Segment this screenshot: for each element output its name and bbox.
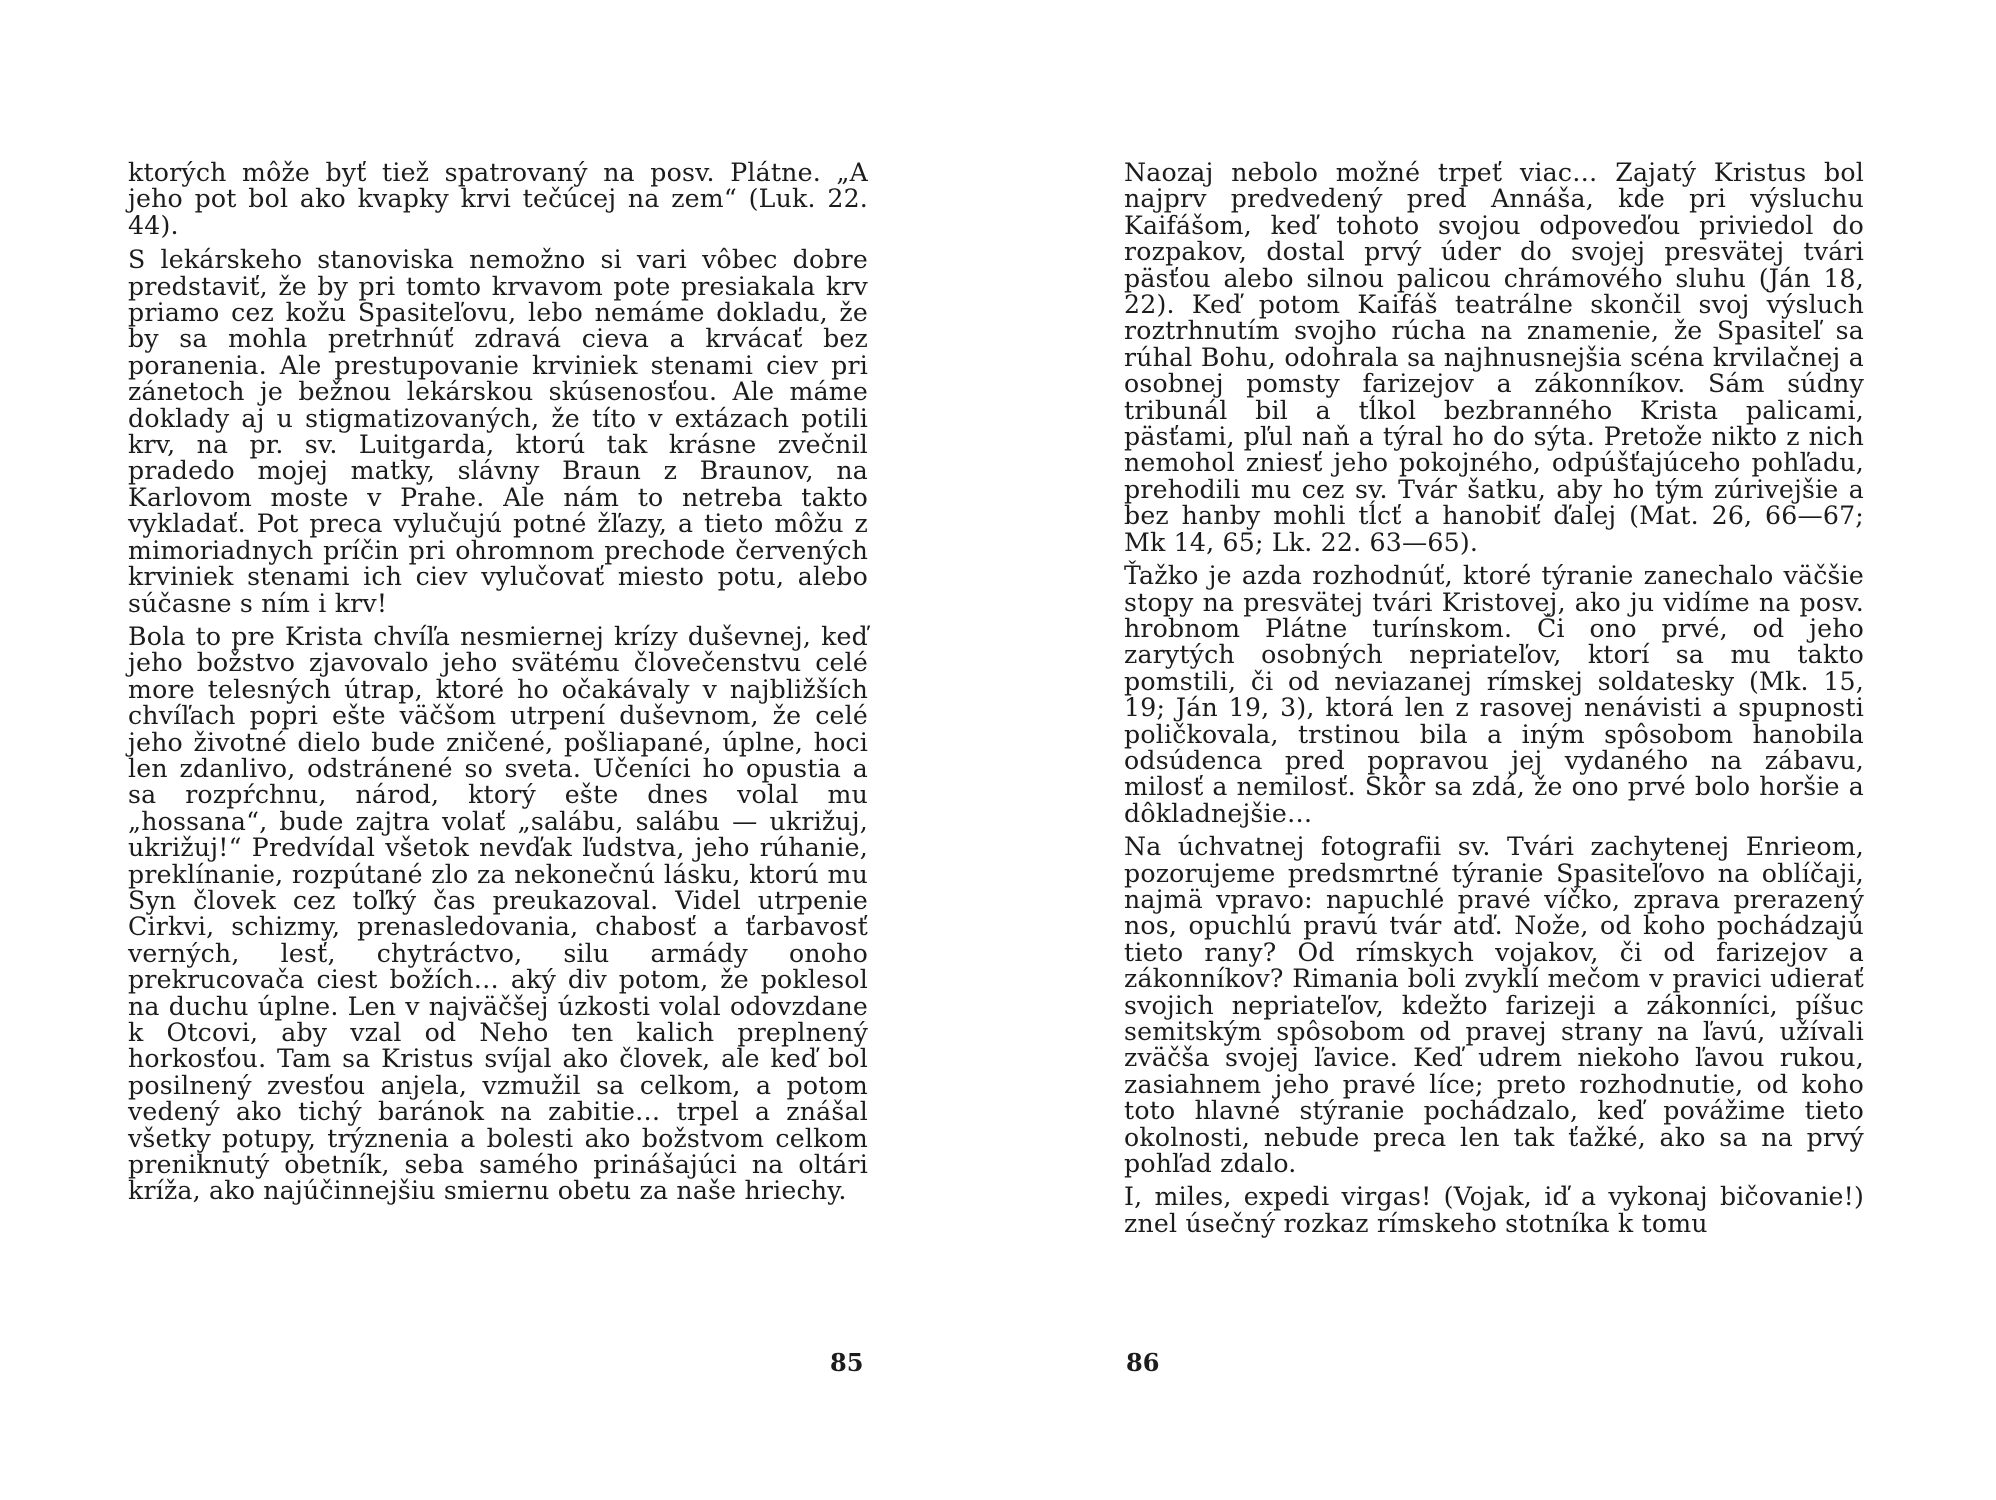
left-paragraph-2: S lekárskeho stanoviska nemožno si vari vôbec dobre predstaviť, že by pri tomto krvavom pote presiakala krv priamo cez kožu Spasiteľovu, lebo nemáme dokladu, že by sa mohla pretrhnúť zdravá cieva a krvácať bez poranenia. Ale prestupovanie krviniek stenami ciev pri zánetoch je bežnou lekárskou skúsenosťou. Ale máme doklady aj u stigmatizovaných, že títo v extázach potili krv, na pr. sv. Luitgarda, ktorú tak krásne zvečnil pradedo mojej matky, slávny Braun z Braunov, na Karlovom moste v Prahe. Ale nám to netreba takto vykladať. Pot preca vylučujú potné žľazy, a tieto môžu z mimoriadnych príčin pri ohromnom prechode červených krviniek stenami ich ciev vylučovať miesto potu, alebo súčasne s ním i krv!: [128, 245, 868, 618]
left-page-number: 85: [830, 1348, 864, 1377]
right-paragraph-4: I, miles, expedi virgas! (Vojak, iď a vykonaj bičovanie!) znel úsečný rozkaz rímskeho stotníka k tomu: [1124, 1182, 1864, 1238]
right-page: [998, 0, 1996, 1500]
right-paragraph-1: Naozaj nebolo možné trpeť viac… Zajatý Kristus bol najprv predvedený pred Annáša, kde pri výsluchu Kaifášom, keď tohoto svojou odpoveďou priviedol do rozpakov, dostal prvý úder do svojej presvätej tvári päsťou alebo silnou palicou chrámového sluhu (Ján 18, 22). Keď potom Kaifáš teatrálne skončil svoj výsluch roztrhnutím svojho rúcha na znamenie, že Spasiteľ sa rúhal Bohu, odohrala sa najhnusnejšia scéna krvilačnej a osobnej pomsty farizejov a zákonníkov. Sám súdny tribunál bil a tĺkol bezbranného Krista palicami, päsťami, pľul naň a týral ho do sýta. Pretože nikto z nich nemohol zniesť jeho pokojného, odpúšťajúceho pohľadu, prehodili mu cez sv. Tvár šatku, aby ho tým zúrivejšie a bez hanby mohli tĺcť a hanobiť ďalej (Mat. 26, 66—67; Mk 14, 65; Lk. 22. 63—65).: [1124, 158, 1864, 557]
left-page-text: [128, 160, 868, 1212]
right-paragraph-2: Ťažko je azda rozhodnúť, ktoré týranie zanechalo väčšie stopy na presvätej tvári Kristovej, ako ju vidíme na posv. hrobnom Plátne turínskom. Či ono prvé, od jeho zarytých osobných nepriateľov, ktorí sa mu takto pomstili, či od neviazanej rímskej soldatesky (Mk. 15, 19; Ján 19, 3), ktorá len z rasovej nenávisti a spupnosti poličkovala, trstinou bila a iným spôsobom hanobila odsúdenca pred popravou jej vydaného na zábavu, milosť a nemilosť. Skôr sa zdá, že ono prvé bolo horšie a dôkladnejšie…: [1124, 561, 1864, 828]
right-page-text: [1124, 160, 1864, 1244]
right-page-number: 86: [1126, 1348, 1160, 1377]
right-paragraph-3: Na úchvatnej fotografii sv. Tvári zachytenej Enrieom, pozorujeme predsmrtné týranie Spasiteľovo na oblíčaji, najmä vpravo: napuchlé pravé víčko, zprava prerazený nos, opuchlú pravú tvár atď. Nože, od koho pochádzajú tieto rany? Od rímskych vojakov, či od farizejov a zákonníkov? Rimania boli zvyklí mečom v pravici udierať svojich nepriateľov, kdežto farizeji a zákonníci, píšuc semitským spôsobom od pravej strany na ľavú, užívali zväčša svojej ľavice. Keď udrem niekoho ľavou rukou, zasiahnem jeho pravé líce; preto rozhodnutie, od koho toto hlavné stýranie pochádzalo, keď povážime tieto okolnosti, nebude preca len tak ťažké, ako sa na prvý pohľad zdalo.: [1124, 832, 1864, 1179]
left-paragraph-1: ktorých môže byť tiež spatrovaný na posv. Plátne. „A jeho pot bol ako kvapky krvi tečúcej na zem“ (Luk. 22. 44).: [128, 158, 868, 240]
left-paragraph-3: Bola to pre Krista chvíľa nesmiernej krízy duševnej, keď jeho božstvo zjavovalo jeho svätému človečenstvu celé more telesných útrap, ktoré ho očakávaly v najbližších chvíľach popri ešte väčšom utrpení duševnom, že celé jeho životné dielo bude zničené, pošliapané, úplne, hoci len zdanlivo, odstránené so sveta. Učeníci ho opustia a sa rozpŕchnu, národ, ktorý ešte dnes volal mu „hossana“, bude zajtra volať „salábu, salábu — ukrižuj, ukrižuj!“ Predvídal všetok nevďak ľudstva, jeho rúhanie, preklínanie, rozpútané zlo za nekonečnú lásku, ktorú mu Syn človek cez toľký čas preukazoval. Videl utrpenie Cirkvi, schizmy, prenasledovania, chabosť a ťarbavosť verných, lesť, chytráctvo, silu armády onoho prekrucovača ciest božích… aký div potom, že poklesol na duchu úplne. Len v najväčšej úzkosti volal odovzdane k Otcovi, aby vzal od Neho ten kalich preplnený horkosťou. Tam sa Kristus svíjal ako človek, ale keď bol posilnený zvesťou anjela, vzmužil sa celkom, a potom vedený ako tichý baránok na zabitie… trpel a znášal všetky potupy, trýznenia a bolesti ako božstvom celkom preniknutý obetník, seba samého prinášajúci na oltári kríža, ako najúčinnejšiu smiernu obetu za naše hriechy.: [128, 621, 868, 1206]
